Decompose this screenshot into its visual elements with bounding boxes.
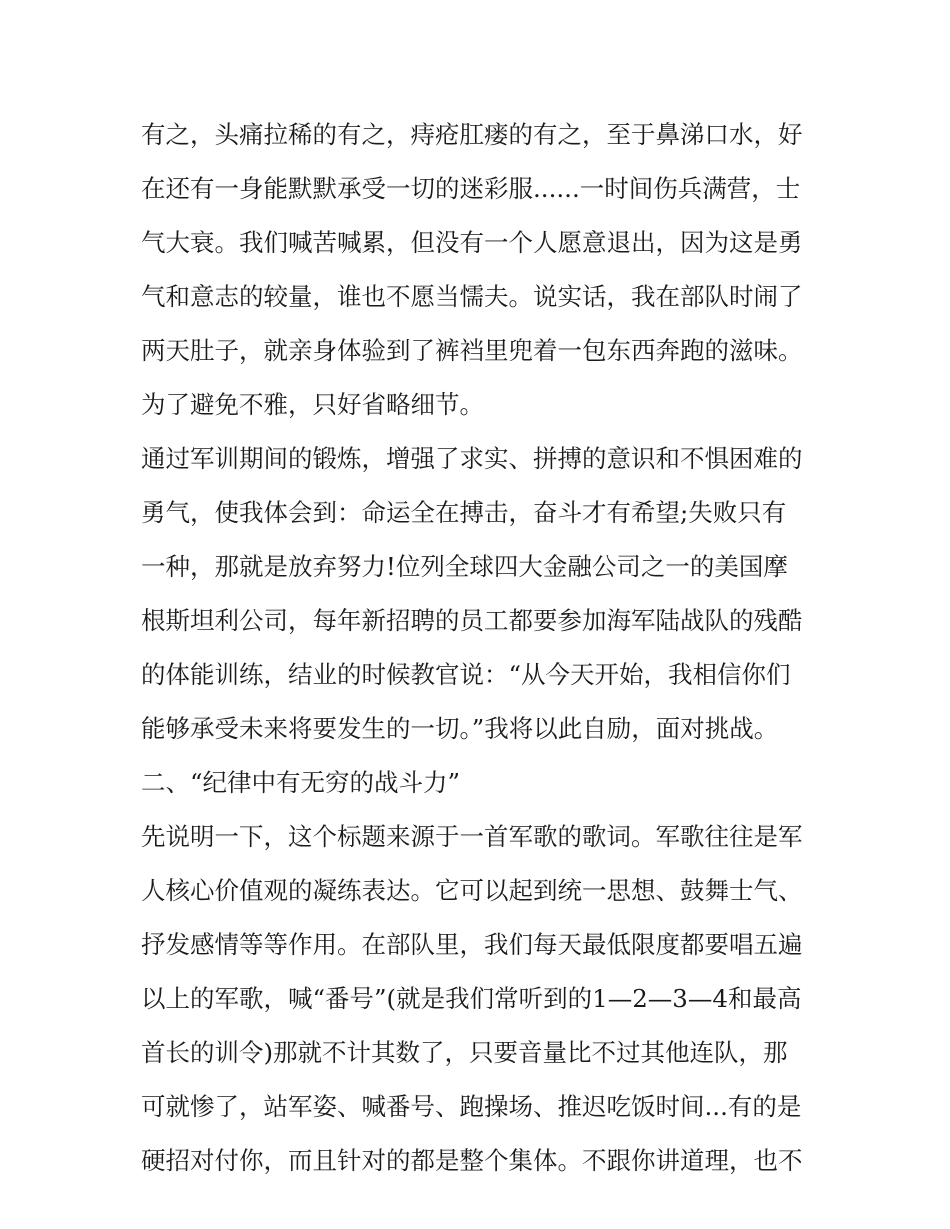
text-line: 有之，头痛拉稀的有之，痔疮肛瘘的有之，至于鼻涕口水，好 [141,120,803,149]
text-line: 可就惨了，站军姿、喊番号、跑操场、推迟吃饭时间...有的是 [141,1092,802,1121]
text-line: 气大衰。我们喊苦喊累，但没有一个人愿意退出，因为这是勇 [141,228,803,257]
text-line: 通过军训期间的锻炼，增强了求实、拼搏的意识和不惧困难的 [141,444,803,473]
text-line: 的体能训练，结业的时候教官说：“从今天开始，我相信你们 [141,660,791,689]
text-line: 根斯坦利公司，每年新招聘的员工都要参加海军陆战队的残酷 [141,606,803,635]
text-line: 以上的军歌，喊“番号”(就是我们常听到的1—2—3—4和最高 [141,984,802,1013]
text-line: 硬招对付你，而且针对的都是整个集体。不跟你讲道理，也不 [141,1146,803,1175]
text-line: 能够承受未来将要发生的一切。”我将以此自励，面对挑战。 [141,714,779,743]
text-line: 勇气，使我体会到：命运全在搏击，奋斗才有希望;失败只有 [141,498,787,527]
text-line: 气和意志的较量，谁也不愿当懦夫。说实话，我在部队时闹了 [141,282,803,311]
text-line: 抒发感情等等作用。在部队里，我们每天最低限度都要唱五遍 [141,930,803,959]
text-line: 人核心价值观的凝练表达。它可以起到统一思想、鼓舞士气、 [141,876,803,905]
text-line: 一种，那就是放弃努力!位列全球四大金融公司之一的美国摩 [141,552,788,581]
section-heading: 二、“纪律中有无穷的战斗力” [141,768,461,797]
text-line: 为了避免不雅，只好省略细节。 [141,390,484,419]
text-line: 首长的训令)那就不计其数了，只要音量比不过其他连队，那 [141,1038,788,1067]
text-line: 两天肚子，就亲身体验到了裤裆里兜着一包东西奔跑的滋味。 [141,336,803,365]
text-line: 在还有一身能默默承受一切的迷彩服......一时间伤兵满营，士 [141,174,801,203]
body-text [141,108,821,1188]
text-line: 先说明一下，这个标题来源于一首军歌的歌词。军歌往往是军 [141,822,803,851]
